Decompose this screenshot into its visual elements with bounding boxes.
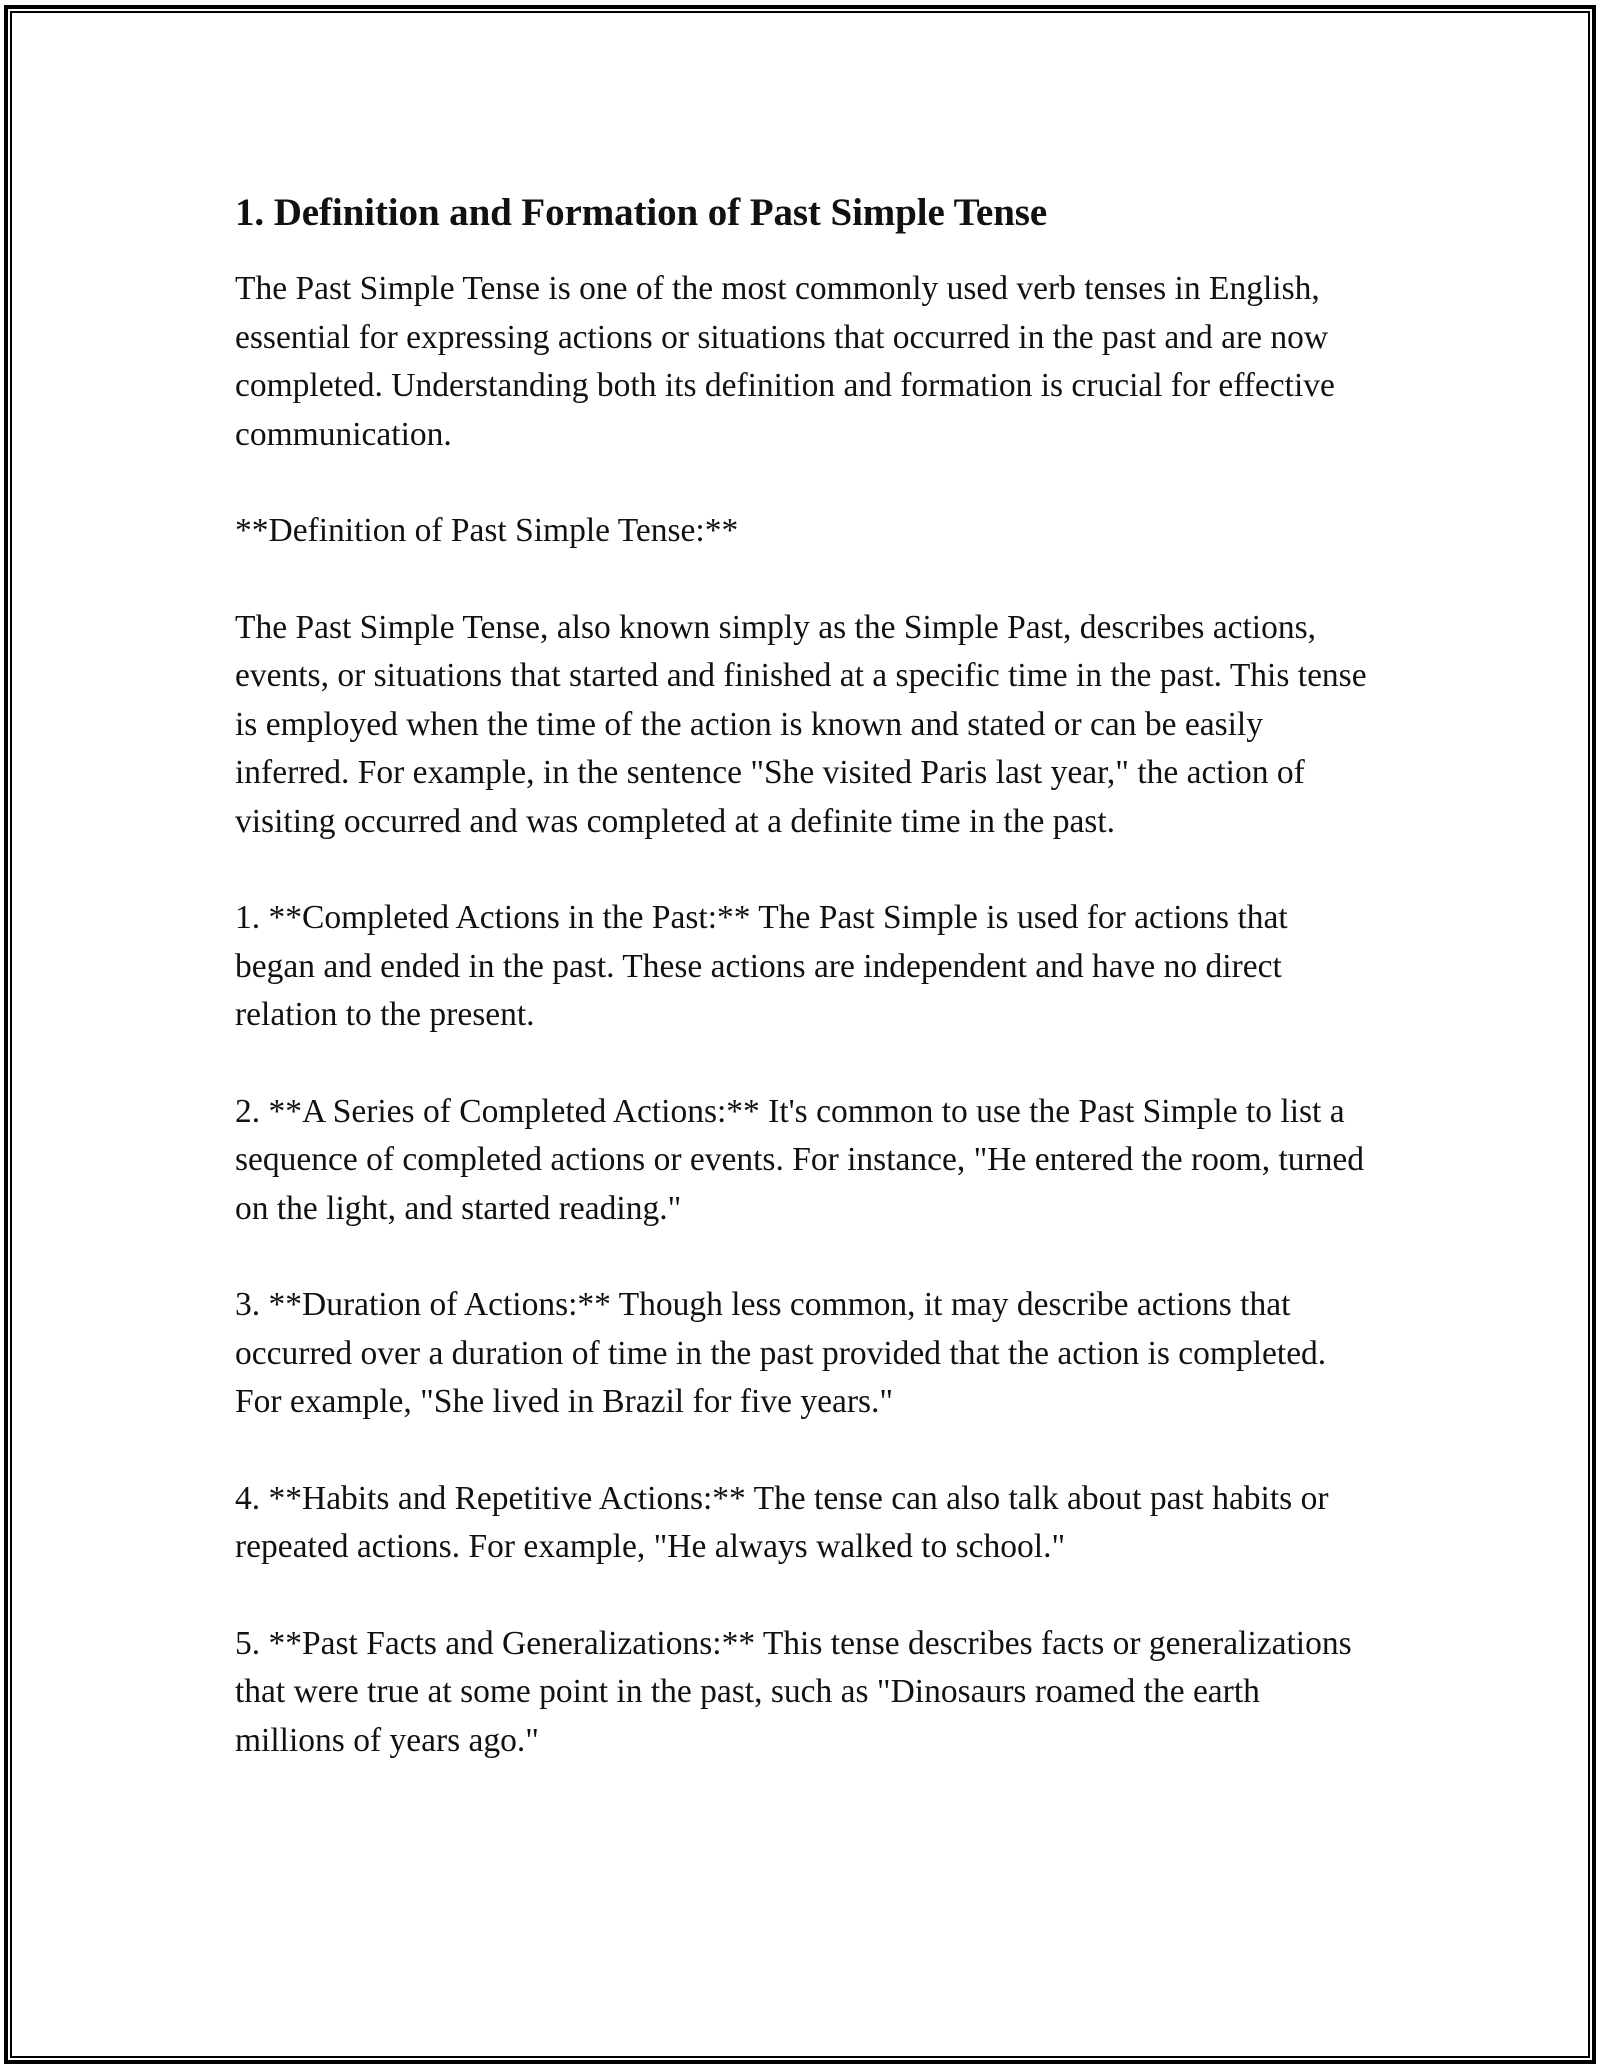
list-item-completed-actions: 1. **Completed Actions in the Past:** The Past Simple is used for actions that began and ended in the past. These actions are independent and have no direct relation to the present.	[235, 899, 1288, 1033]
definition-paragraph: The Past Simple Tense, also known simply as the Simple Past, describes actions, events, or situations that started and finished at a specific time in the past. This tense is employed when the time of the action is known and stated or can be easily inferred. For example, in the sentence "She visited Paris last year," the action of visiting occurred and was completed at a definite time in the past.	[235, 608, 1367, 840]
list-item-past-facts: 5. **Past Facts and Generalizations:** This tense describes facts or generalizations that were true at some point in the past, such as "Dinosaurs roamed the earth millions of years ago."	[235, 1624, 1352, 1759]
list-item-habits: 4. **Habits and Repetitive Actions:** The tense can also talk about past habits or repeated actions. For example, "He always walked to school."	[235, 1479, 1329, 1565]
intro-paragraph: The Past Simple Tense is one of the most commonly used verb tenses in English, essential for expressing actions or situations that occurred in the past and are now completed. Understanding both its definition and formation is crucial for effective communication.	[235, 270, 1335, 453]
list-item-duration-of-actions: 3. **Duration of Actions:** Though less common, it may describe actions that occurred over a duration of time in the past provided that the action is completed. For example, "She lived in Brazil for five years."	[235, 1286, 1327, 1420]
section-heading: 1. Definition and Formation of Past Simple Tense	[235, 191, 1048, 234]
document-body	[235, 187, 1375, 1813]
list-item-series-of-actions: 2. **A Series of Completed Actions:** It's common to use the Past Simple to list a sequence of completed actions or events. For instance, "He entered the room, turned on the light, and started reading."	[235, 1092, 1365, 1227]
definition-subheading: **Definition of Past Simple Tense:**	[235, 512, 739, 549]
